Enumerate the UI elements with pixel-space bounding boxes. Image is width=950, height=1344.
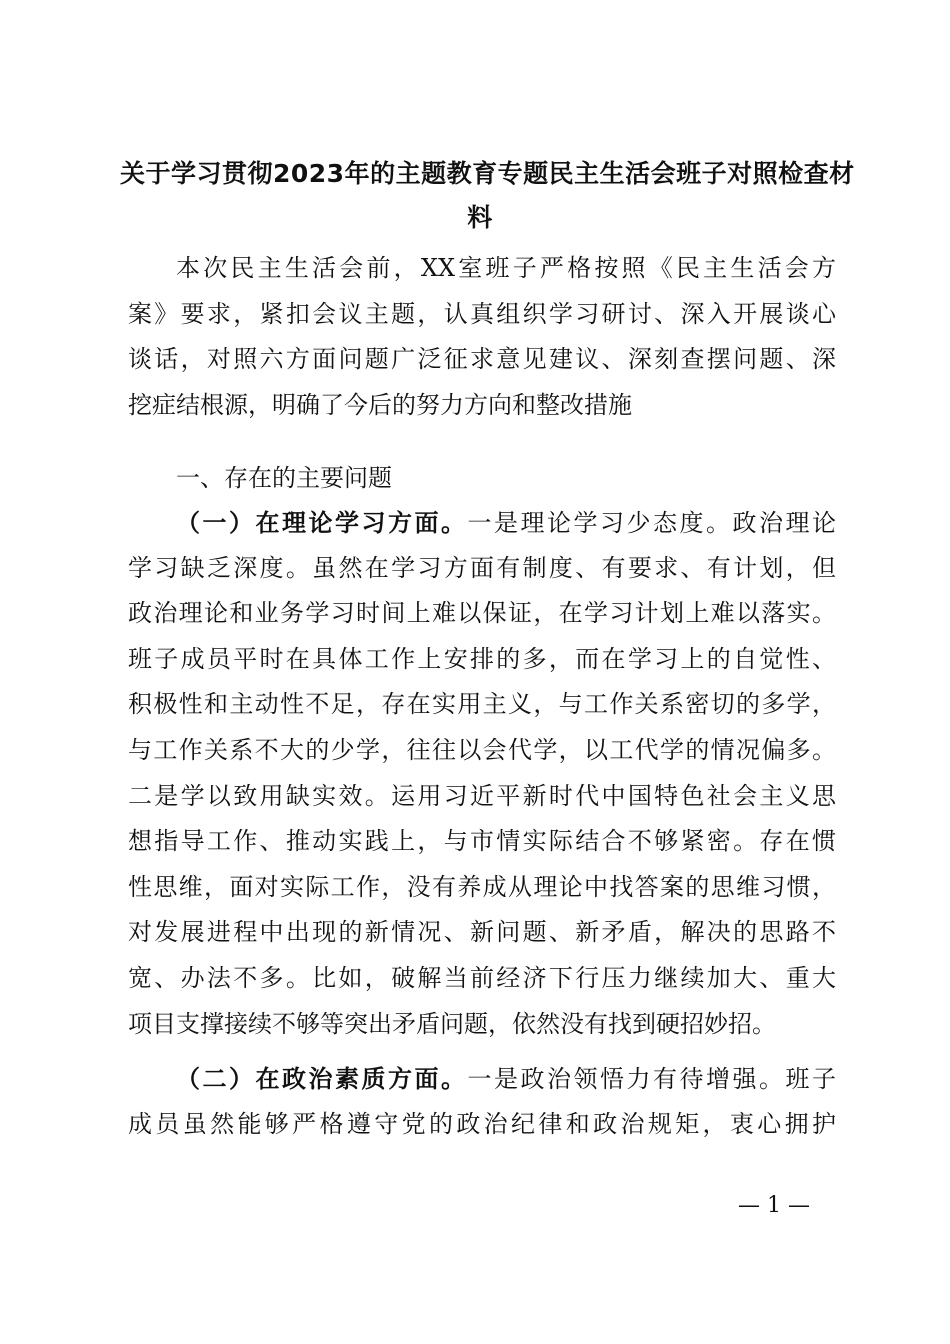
title-line-1: 关于学习贯彻2023年的主题教育专题民主生活会班子对照检查材 — [120, 159, 855, 188]
intro-line: 案》要求，紧扣会议主题，认真组织学习研讨、深入开展谈心 — [128, 299, 836, 328]
paragraph-lead-text: 一是政治领悟力有待增强。班子 — [467, 1065, 836, 1093]
paragraph-first-line — [128, 500, 836, 546]
paragraph-line: 班子成员平时在具体工作上安排的多，而在学习上的自觉性、 — [128, 644, 836, 673]
paragraph-line: 二是学以致用缺实效。运用习近平新时代中国特色社会主义思 — [128, 781, 836, 810]
paragraph-line: 积极性和主动性不足，存在实用主义，与工作关系密切的多学， — [128, 690, 836, 719]
paragraph-line: 学习缺乏深度。虽然在学习方面有制度、有要求、有计划，但 — [128, 553, 836, 582]
paragraph-line: 与工作关系不大的少学，往往以会代学，以工代学的情况偏多。 — [128, 735, 836, 764]
page-number: — 1 — — [738, 1193, 810, 1218]
title-line-2: 料 — [467, 203, 493, 232]
section-heading: 一、存在的主要问题 — [176, 464, 392, 492]
paragraph-line: 性思维，面对实际工作，没有养成从理论中找答案的思维习惯， — [128, 872, 836, 901]
paragraph-lead-text: 一是理论学习少态度。政治理论 — [467, 509, 836, 537]
document-title — [120, 152, 855, 240]
intro-line: 挖症结根源，明确了今后的努力方向和整改措施 — [128, 390, 632, 419]
paragraph-first-line — [128, 1056, 836, 1102]
paragraph-line: 对发展进程中出现的新情况、新问题、新矛盾，解决的思路不 — [128, 918, 836, 947]
subsection-heading: （二）在政治素质方面。 — [176, 1064, 468, 1093]
paragraph-line: 政治理论和业务学习时间上难以保证，在学习计划上难以落实。 — [128, 599, 836, 628]
subsection-heading: （一）在理论学习方面。 — [176, 508, 468, 537]
paragraph-line: 宽、办法不多。比如，破解当前经济下行压力继续加大、重大 — [128, 963, 836, 992]
paragraph-line: 项目支撑接续不够等突出矛盾问题，依然没有找到硬招妙招。 — [128, 1009, 776, 1038]
intro-paragraph — [128, 246, 836, 428]
theory-study-paragraph — [128, 500, 836, 1047]
paragraph-line: 成员虽然能够严格遵守党的政治纪律和政治规矩，衷心拥护 — [128, 1109, 836, 1138]
paragraph-line: 想指导工作、推动实践上，与市情实际结合不够紧密。存在惯 — [128, 827, 836, 856]
political-quality-paragraph — [128, 1056, 836, 1147]
intro-line: 本次民主生活会前，XX室班子严格按照《民主生活会方 — [176, 254, 836, 282]
intro-line: 谈话，对照六方面问题广泛征求意见建议、深刻查摆问题、深 — [128, 345, 836, 374]
